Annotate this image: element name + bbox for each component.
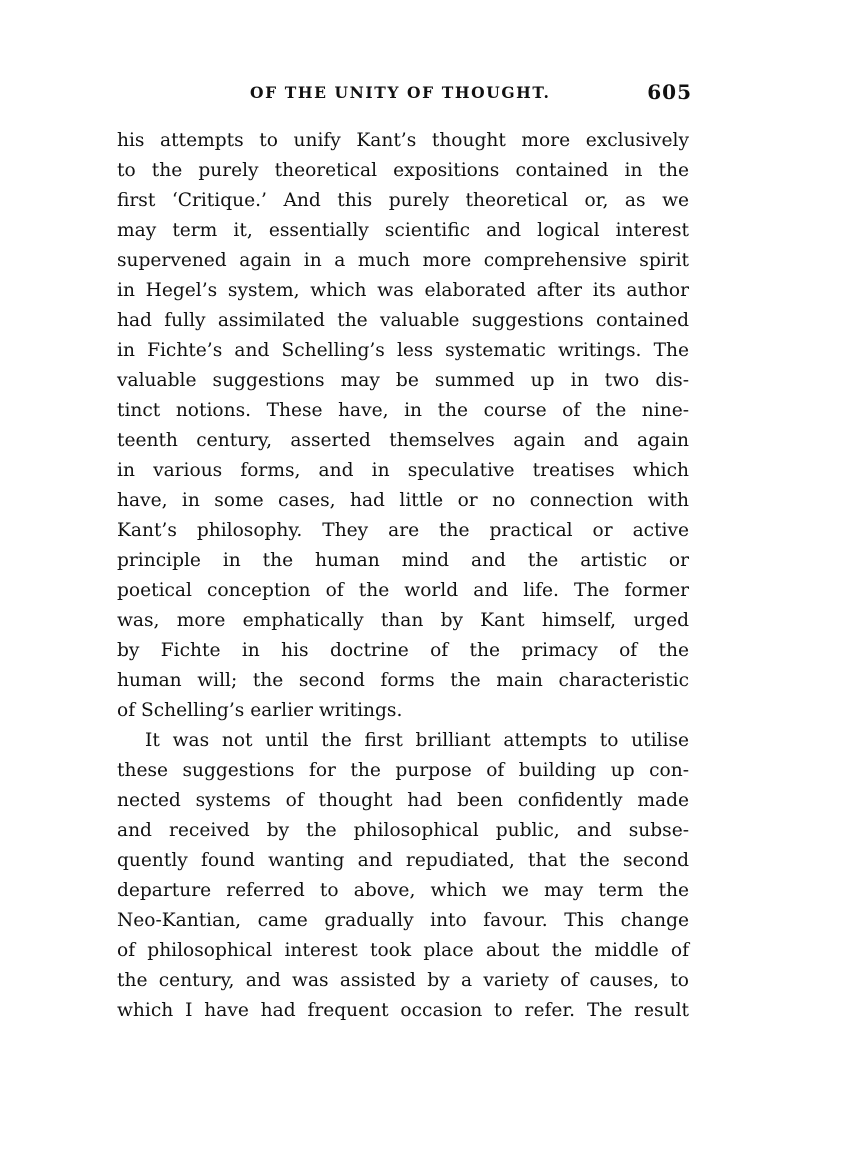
text-line: which I have had frequent occasion to refer. The result (117, 1000, 689, 1021)
text-line: of philosophical interest took place about the middle of (117, 940, 689, 961)
text-line: the century, and was assisted by a variety of causes, to (117, 970, 689, 991)
text-line: had fully assimilated the valuable suggestions contained (117, 310, 689, 331)
text-line: Neo-Kantian, came gradually into favour. This change (117, 910, 689, 931)
text-line: and received by the philosophical public, and subse- (117, 820, 689, 841)
paragraph (117, 126, 689, 726)
text-line: have, in some cases, had little or no connection with (117, 490, 689, 511)
text-line: quently found wanting and repudiated, that the second (117, 850, 689, 871)
text-line: It was not until the first brilliant attempts to utilise (145, 730, 689, 751)
text-line: poetical conception of the world and life. The former (117, 580, 689, 601)
text-line: by Fichte in his doctrine of the primacy of the (117, 640, 689, 661)
body-text (117, 126, 689, 1026)
text-line: may term it, essentially scientific and logical interest (117, 220, 689, 241)
text-line: in Hegel’s system, which was elaborated after its author (117, 280, 689, 301)
text-line: valuable suggestions may be summed up in two dis- (117, 370, 689, 391)
text-line: teenth century, asserted themselves again and again (117, 430, 689, 451)
page-number: 605 (647, 80, 692, 104)
text-line: in Fichte’s and Schelling’s less systematic writings. The (117, 340, 689, 361)
text-line: tinct notions. These have, in the course of the nine- (117, 400, 689, 421)
running-title: OF THE UNITY OF THOUGHT. (250, 83, 551, 102)
paragraph (117, 726, 689, 1026)
text-line: principle in the human mind and the artistic or (117, 550, 689, 571)
text-line: departure referred to above, which we may term the (117, 880, 689, 901)
text-line: of Schelling’s earlier writings. (117, 700, 403, 721)
text-line: first ‘Critique.’ And this purely theoretical or, as we (117, 190, 689, 211)
running-head (117, 80, 692, 110)
text-line: these suggestions for the purpose of building up con- (117, 760, 689, 781)
text-line: to the purely theoretical expositions contained in the (117, 160, 689, 181)
text-line: supervened again in a much more comprehensive spirit (117, 250, 689, 271)
text-line: his attempts to unify Kant’s thought more exclusively (117, 130, 689, 151)
text-line: human will; the second forms the main characteristic (117, 670, 689, 691)
text-line: was, more emphatically than by Kant himself, urged (117, 610, 689, 631)
text-line: in various forms, and in speculative treatises which (117, 460, 689, 481)
text-line: Kant’s philosophy. They are the practical or active (117, 520, 689, 541)
text-line: nected systems of thought had been confidently made (117, 790, 689, 811)
